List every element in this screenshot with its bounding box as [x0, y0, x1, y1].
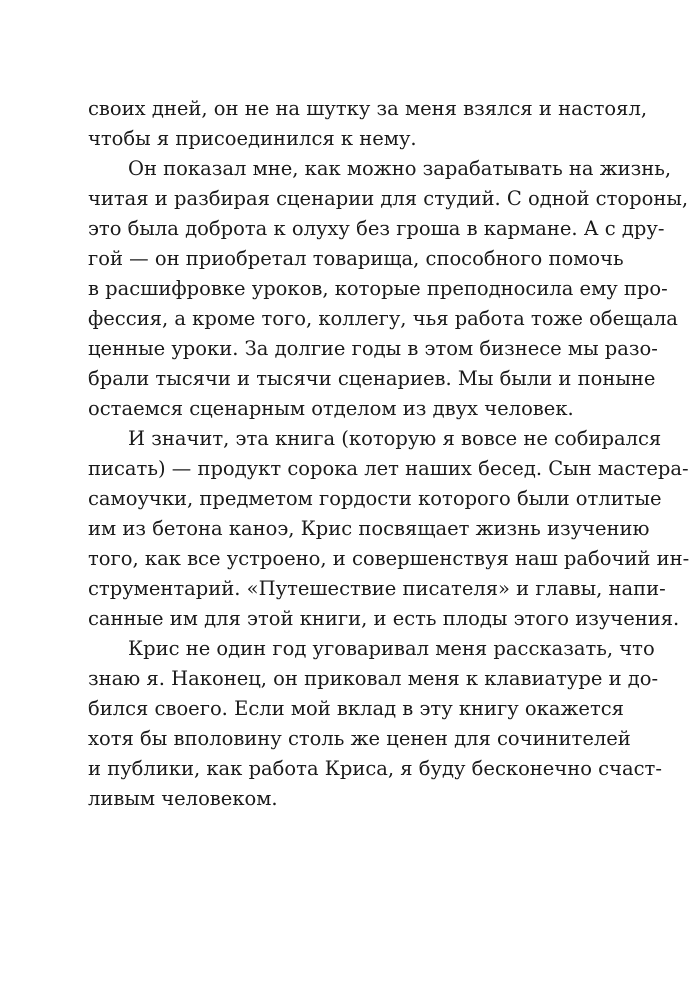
text-line: санные им для этой книги, и есть плоды этого изучения. — [88, 607, 680, 630]
text-line: ливым человеком. — [88, 787, 278, 810]
paragraph-1 — [88, 94, 648, 154]
paragraph-2 — [88, 154, 689, 424]
paragraph-4 — [88, 634, 662, 814]
text-line: Он показал мне, как можно зарабатывать на жизнь, — [128, 157, 672, 180]
text-line: остаемся сценарным отделом из двух человек. — [88, 397, 574, 420]
text-line: ценные уроки. За долгие годы в этом бизнесе мы разо- — [88, 337, 658, 360]
text-line: того, как все устроено, и совершенствуя наш рабочий ин- — [88, 547, 689, 570]
text-line: Крис не один год уговаривал меня рассказать, что — [128, 637, 655, 660]
text-line: в расшифровке уроков, которые преподносила ему про- — [88, 277, 668, 300]
body-text — [88, 94, 689, 814]
text-line: бился своего. Если мой вклад в эту книгу окажется — [88, 697, 624, 720]
paragraph-3 — [88, 424, 689, 634]
text-line: хотя бы вполовину столь же ценен для сочинителей — [88, 727, 631, 750]
text-line: струментарий. «Путешествие писателя» и главы, напи- — [88, 577, 666, 600]
text-line: это была доброта к олуху без гроша в кармане. А с дру- — [88, 217, 665, 240]
text-line: брали тысячи и тысячи сценариев. Мы были и поныне — [88, 367, 656, 390]
text-line: читая и разбирая сценарии для студий. С одной стороны, — [88, 187, 689, 210]
text-line: своих дней, он не на шутку за меня взялся и настоял, — [88, 97, 648, 120]
text-line: и публики, как работа Криса, я буду бесконечно счаст- — [88, 757, 662, 780]
text-line: фессия, а кроме того, коллегу, чья работа тоже обещала — [88, 307, 678, 330]
text-line: самоучки, предметом гордости которого были отлитые — [88, 487, 662, 510]
text-line: чтобы я присоединился к нему. — [88, 127, 417, 150]
text-line: писать) — продукт сорока лет наших бесед. Сын мастера- — [88, 457, 689, 480]
text-line: им из бетона каноэ, Крис посвящает жизнь изучению — [88, 517, 650, 540]
text-line: знаю я. Наконец, он приковал меня к клавиатуре и до- — [88, 667, 659, 690]
text-line: гой — он приобретал товарища, способного помочь — [88, 247, 624, 270]
text-line: И значит, эта книга (которую я вовсе не собирался — [128, 427, 662, 450]
